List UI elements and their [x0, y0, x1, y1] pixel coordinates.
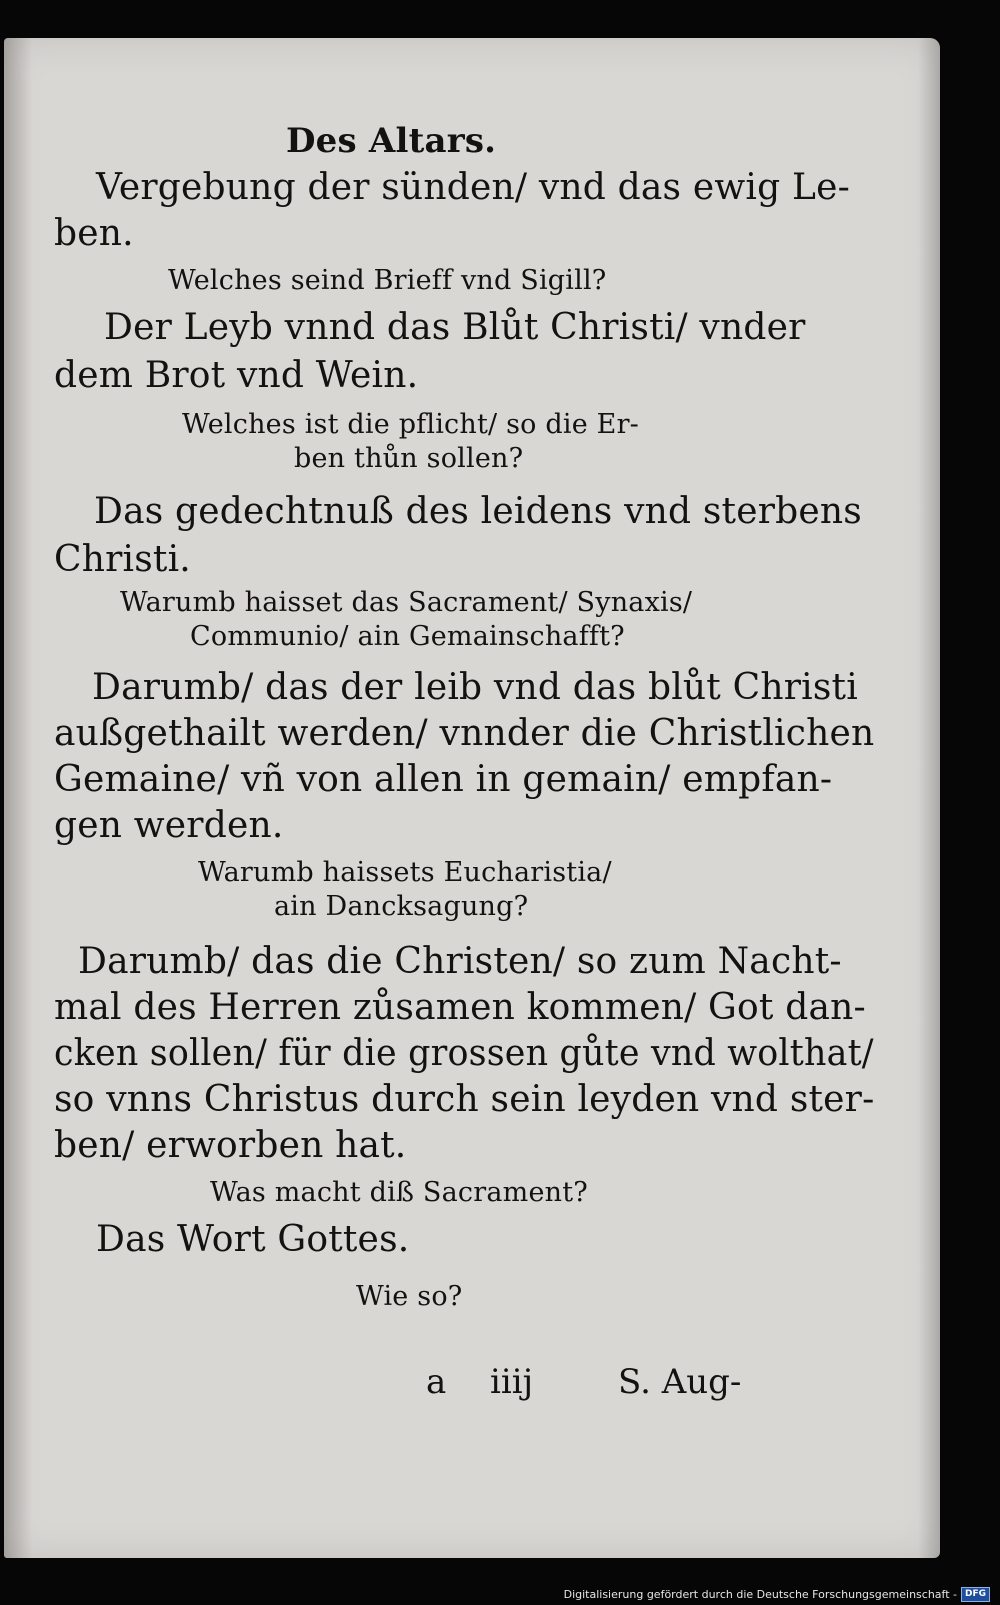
question-line: Welches ist die pflicht/ so die Er-: [182, 409, 639, 440]
question-line: ain Dancksagung?: [274, 891, 529, 922]
text-line: dem Brot vnd Wein.: [54, 355, 419, 396]
text-line: außgethailt werden/ vnnder die Christlichen: [54, 713, 875, 754]
digitization-credit: [564, 1585, 990, 1603]
text-line: ben.: [54, 213, 134, 254]
signature-number: iiij: [490, 1362, 534, 1402]
text-line: Das Wort Gottes.: [96, 1219, 410, 1260]
text-line: Das gedechtnuß des leidens vnd sterbens: [94, 491, 862, 532]
text-line: Der Leyb vnnd das Blůt Christi/ vnder: [104, 307, 806, 348]
text-line: Darumb/ das die Christen/ so zum Nacht-: [78, 941, 842, 982]
running-header: Des Altars.: [286, 121, 497, 161]
text-line: Gemaine/ vñ von allen in gemain/ empfan-: [54, 759, 833, 800]
text-line: gen werden.: [54, 805, 284, 846]
catchword: S. Aug-: [618, 1362, 742, 1402]
page-footer: [4, 1360, 940, 1410]
text-line: ben/ erworben hat.: [54, 1125, 407, 1166]
text-line: Christi.: [54, 539, 191, 580]
text-line: so vnns Christus durch sein leyden vnd ster-: [54, 1079, 875, 1120]
text-line: Vergebung der sünden/ vnd das ewig Le-: [96, 167, 850, 208]
question-line: ben thůn sollen?: [294, 443, 524, 474]
signature-mark: a: [426, 1362, 447, 1402]
question-line: Communio/ ain Gemainschafft?: [190, 621, 625, 652]
question-line: Was macht diß Sacrament?: [210, 1177, 588, 1208]
credit-text: Digitalisierung gefördert durch die Deutsche Forschungsgemeinschaft -: [563, 1587, 957, 1601]
question-line: Welches seind Brieff vnd Sigill?: [168, 265, 607, 296]
question-line: Warumb haissets Eucharistia/: [198, 857, 612, 888]
dfg-logo-icon: DFG: [961, 1587, 990, 1602]
book-page: [4, 38, 940, 1558]
text-line: Darumb/ das der leib vnd das blůt Christi: [92, 667, 858, 708]
text-line: cken sollen/ für die grossen gůte vnd wolthat/: [54, 1033, 874, 1074]
question-line: Warumb haisset das Sacrament/ Synaxis/: [120, 587, 693, 618]
question-line: Wie so?: [356, 1281, 463, 1312]
text-line: mal des Herren zůsamen kommen/ Got dan-: [54, 987, 866, 1028]
